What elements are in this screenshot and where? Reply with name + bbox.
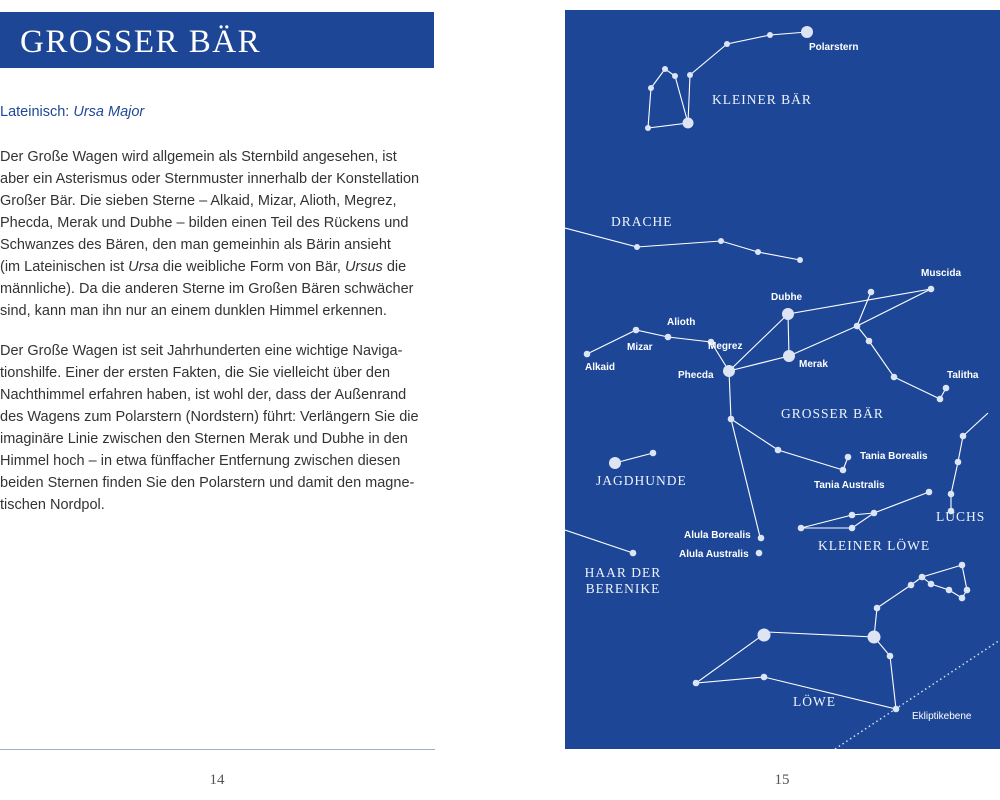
paragraph2-line-6 bbox=[0, 450, 440, 472]
text-segment: männliche). Da die anderen Sterne im Großen Bären schwächer bbox=[0, 281, 414, 297]
paragraph2-line-7 bbox=[0, 472, 440, 494]
text-segment: imaginäre Linie zwischen den Sternen Merak und Dubhe in den bbox=[0, 431, 408, 447]
paragraph1-line-3 bbox=[0, 190, 440, 212]
ecliptic-line bbox=[835, 640, 1000, 749]
text-segment: (im Lateinischen ist bbox=[0, 259, 129, 275]
label-drache: DRACHE bbox=[611, 214, 673, 229]
loewe-lines bbox=[877, 565, 967, 608]
paragraph2-line-8 bbox=[0, 494, 440, 516]
text-segment: die bbox=[382, 259, 407, 275]
paragraph2-line-1 bbox=[0, 340, 440, 362]
text-segment: Phecda, Merak und Dubhe – bilden einen Teil des Rückens und bbox=[0, 215, 409, 231]
kleiner-baer-lines bbox=[648, 69, 688, 128]
star-talitha bbox=[937, 396, 944, 403]
body-paragraph-2 bbox=[0, 340, 440, 516]
paragraph2-line-4 bbox=[0, 406, 440, 428]
chapter-title: GROSSER BÄR bbox=[20, 24, 262, 60]
star-dubhe bbox=[782, 308, 794, 320]
label-ekliptikebene: Ekliptikebene bbox=[912, 711, 972, 722]
label-kleiner-baer: KLEINER BÄR bbox=[712, 92, 812, 107]
star-polarstern bbox=[801, 26, 813, 38]
text-segment: Großer Bär. Die sieben Sterne – Alkaid, Mizar, Alioth, Megrez, bbox=[0, 193, 397, 209]
star-regulus bbox=[868, 631, 881, 644]
label-tania-australis: Tania Australis bbox=[814, 480, 885, 491]
chapter-title-bar bbox=[0, 12, 434, 68]
text-segment: Der Große Wagen ist seit Jahrhunderten eine wichtige Naviga- bbox=[0, 343, 403, 359]
footer-rule bbox=[0, 749, 435, 750]
text-segment: Ursa bbox=[128, 259, 159, 275]
label-polarstern: Polarstern bbox=[809, 42, 859, 53]
text-segment: tischen Nordpol. bbox=[0, 497, 105, 513]
star-merak bbox=[783, 350, 795, 362]
text-segment: die weibliche Form von Bär, bbox=[158, 259, 345, 275]
label-tania-borealis: Tania Borealis bbox=[860, 451, 928, 462]
paragraph2-line-2 bbox=[0, 362, 440, 384]
label-alkaid: Alkaid bbox=[585, 362, 616, 373]
star-denebola bbox=[758, 629, 771, 642]
grosser-baer-rear bbox=[857, 326, 940, 399]
star-muscida bbox=[928, 286, 935, 293]
drache-lines bbox=[565, 228, 800, 260]
label-megrez: Megrez bbox=[708, 341, 743, 352]
paragraph1-line-5 bbox=[0, 234, 440, 256]
paragraph1-line-7 bbox=[0, 278, 440, 300]
text-segment: Ursus bbox=[344, 259, 383, 275]
paragraph2-line-3 bbox=[0, 384, 440, 406]
label-merak: Merak bbox=[799, 359, 828, 370]
star-map bbox=[565, 10, 1000, 749]
label-kleiner-loewe: KLEINER LÖWE bbox=[818, 538, 931, 553]
text-segment: Der Große Wagen wird allgemein als Sternbild angesehen, ist bbox=[0, 149, 397, 165]
latin-name: Ursa Major bbox=[73, 104, 145, 120]
paragraph1-line-1 bbox=[0, 146, 440, 168]
star-alula-borealis bbox=[758, 535, 765, 542]
label-dubhe: Dubhe bbox=[771, 292, 803, 303]
label-mizar: Mizar bbox=[627, 342, 653, 353]
label-loewe: LÖWE bbox=[793, 694, 836, 709]
star-alula-australis bbox=[756, 550, 763, 557]
page-number-right: 15 bbox=[774, 772, 790, 788]
label-muscida: Muscida bbox=[921, 268, 962, 279]
paragraph1-line-2 bbox=[0, 168, 440, 190]
label-haar-der-berenike bbox=[584, 565, 662, 597]
label-talitha: Talitha bbox=[947, 370, 979, 381]
label-haar-der-berenike-line2: BERENIKE bbox=[585, 581, 661, 596]
star-map-graphic bbox=[565, 10, 1000, 749]
text-segment: beiden Sternen finden Sie den Polarstern und damit den magne- bbox=[0, 475, 415, 491]
grosser-baer-back-legs bbox=[731, 419, 848, 470]
text-segment: aber ein Asterismus oder Sternmuster innerhalb der Konstellation bbox=[0, 171, 420, 187]
paragraph1-line-4 bbox=[0, 212, 440, 234]
kleiner-baer-tail bbox=[688, 32, 807, 123]
label-jagdhunde: JAGDHUNDE bbox=[596, 473, 687, 488]
star-alioth bbox=[665, 334, 672, 341]
berenike-line bbox=[565, 530, 633, 553]
star-tania-borealis bbox=[845, 454, 852, 461]
paragraph1-line-8 bbox=[0, 300, 440, 322]
label-grosser-baer: GROSSER BÄR bbox=[781, 406, 884, 421]
label-alula-borealis: Alula Borealis bbox=[684, 530, 751, 541]
page-number-left: 14 bbox=[209, 772, 225, 788]
text-segment: des Wagens zum Polarstern (Nordstern) führt: Verlängern Sie die bbox=[0, 409, 419, 425]
body-paragraph-1 bbox=[0, 146, 440, 322]
text-segment: tionshilfe. Einer der ersten Fakten, die Sie vielleicht über den bbox=[0, 365, 391, 381]
star-mizar bbox=[633, 327, 640, 334]
label-alula-australis: Alula Australis bbox=[679, 549, 749, 560]
label-luchs: LUCHS bbox=[936, 509, 986, 524]
star-tania-australis bbox=[840, 467, 847, 474]
grosser-baer-front-legs bbox=[729, 371, 761, 541]
text-segment: Himmel hoch – in etwa fünffacher Entfernung zwischen diesen bbox=[0, 453, 401, 469]
star-alkaid bbox=[584, 351, 591, 358]
label-phecda: Phecda bbox=[678, 370, 714, 381]
latin-name-line bbox=[0, 104, 144, 120]
star-phecda bbox=[723, 365, 735, 377]
paragraph1-line-6 bbox=[0, 256, 440, 278]
label-alioth: Alioth bbox=[667, 317, 696, 328]
text-segment: sind, kann man ihn nur an einem dunklen Himmel erkennen. bbox=[0, 303, 387, 319]
paragraph2-line-5 bbox=[0, 428, 440, 450]
text-segment: Nachthimmel erfahren haben, ist wohl der, dass der Außenrand bbox=[0, 387, 407, 403]
text-segment: Schwanzes des Bären, den man gemeinhin als Bärin ansieht bbox=[0, 237, 391, 253]
label-haar-der-berenike-line1: HAAR DER bbox=[584, 565, 662, 580]
latin-prefix: Lateinisch: bbox=[0, 104, 74, 120]
